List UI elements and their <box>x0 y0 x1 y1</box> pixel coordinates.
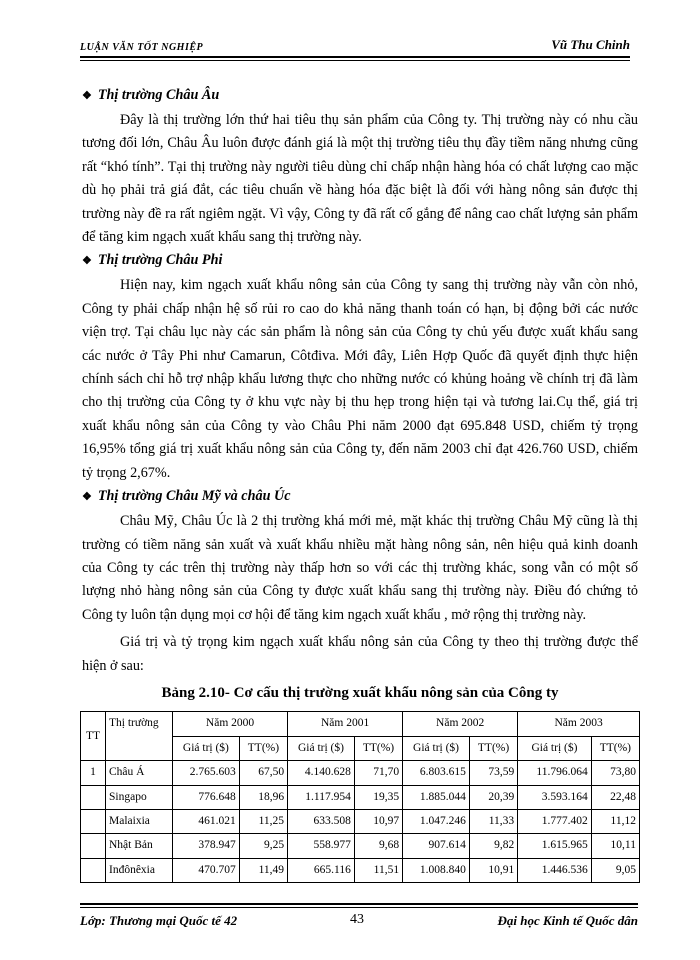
table-row <box>81 809 640 833</box>
value-cell: 1.117.954 <box>288 785 355 809</box>
sub-pct-header: TT(%) <box>469 736 517 760</box>
row-market-cell: Singapo <box>106 785 173 809</box>
pct-cell: 9,05 <box>591 858 639 882</box>
table-intro-paragraph: Giá trị và tỷ trọng kim ngạch xuất khẩu nông sản của Công ty theo thị trường được thể hiện ở sau: <box>82 634 638 674</box>
value-cell: 1.008.840 <box>403 858 470 882</box>
col-market-header: Thị trường <box>106 712 173 761</box>
pct-cell: 18,96 <box>239 785 287 809</box>
pct-cell: 20,39 <box>469 785 517 809</box>
pct-cell: 22,48 <box>591 785 639 809</box>
section-africa <box>82 249 638 485</box>
footer-university: Đại học Kinh tế Quốc dân <box>497 913 638 928</box>
sub-value-header: Giá trị ($) <box>518 736 592 760</box>
value-cell: 2.765.603 <box>173 761 240 785</box>
value-cell: 1.885.044 <box>403 785 470 809</box>
section-heading: ❖ Thị trường Châu Âu <box>82 87 220 103</box>
pct-cell: 67,50 <box>239 761 287 785</box>
col-tt-header: TT <box>81 712 106 761</box>
section-paragraph: Hiện nay, kim ngạch xuất khẩu nông sản của Công ty sang thị trường này vẫn còn nhỏ, Công ty phải chấp nhận hệ số rủi ro cao do khả năng thanh toán có hạn, bị động bởi các nước viện trợ. Tại châu lục này các sản phẩm là nông sản của Công ty chủ yếu được xuất khẩu sang các nước ở Tây Phi như Camarun, Côtđiva. Mới đây, Liên Hợp Quốc đã quyết định thực hiện chính sách chỉ hỗ trợ nhập khẩu lương thực cho những nước có khủng hoảng về chính trị đã làm cho thị trường của Công ty ở khu vực này bị thu hẹp trong hiện tại và tương lai.Cụ thể, giá trị xuất khẩu nông sản của Công ty vào Châu Phi năm 2000 đạt 695.848 USD, chiếm tỷ trọng 16,95% tổng giá trị xuất khẩu nông sản của Công ty, đến năm 2003 chỉ đạt 426.760 USD, chiếm tỷ trọng 2,67%. <box>82 277 638 481</box>
pct-cell: 11,49 <box>239 858 287 882</box>
pct-cell: 73,59 <box>469 761 517 785</box>
pct-cell: 11,25 <box>239 809 287 833</box>
sub-value-header: Giá trị ($) <box>173 736 240 760</box>
row-tt-cell: 1 <box>81 761 106 785</box>
section-paragraph: Châu Mỹ, Châu Úc là 2 thị trường khá mới mẻ, mặt khác thị trường Châu Mỹ cũng là thị trường có tiềm năng sản xuất và xuất khẩu nhiều mặt hàng nông sản, nên hiệu quả kinh doanh của Công ty các trên thị trường này thấp hơn so với các thị trường khác, song vẫn có một số lượng nhỏ hàng nông sản của Công ty được xuất khẩu sang thị trường này. Điều đó chứng tỏ Công ty luôn tận dụng mọi cơ hội để tăng kim ngạch xuất khẩu , mở rộng thị trường này. <box>82 513 638 623</box>
pct-cell: 11,12 <box>591 809 639 833</box>
table-caption: Bảng 2.10- Cơ cấu thị trường xuất khẩu nông sản của Công ty <box>161 684 559 701</box>
section-heading: ❖ Thị trường Châu Phi <box>82 252 223 269</box>
row-market-cell: Châu Á <box>106 761 173 785</box>
value-cell: 1.615.965 <box>518 834 592 858</box>
pct-cell: 71,70 <box>354 761 402 785</box>
year-header: Năm 2003 <box>518 712 640 736</box>
pct-cell: 73,80 <box>591 761 639 785</box>
pct-cell: 9,82 <box>469 834 517 858</box>
section-europe <box>82 84 638 249</box>
value-cell: 6.803.615 <box>403 761 470 785</box>
diamond-bullet-icon: ❖ <box>82 255 92 268</box>
value-cell: 1.446.536 <box>518 858 592 882</box>
pct-cell: 10,11 <box>591 834 639 858</box>
value-cell: 470.707 <box>173 858 240 882</box>
sub-pct-header: TT(%) <box>354 736 402 760</box>
pct-cell: 9,68 <box>354 834 402 858</box>
value-cell: 776.648 <box>173 785 240 809</box>
pct-cell: 10,97 <box>354 809 402 833</box>
page-header <box>80 34 630 58</box>
page-body <box>82 84 638 883</box>
value-cell: 633.508 <box>288 809 355 833</box>
row-market-cell: Nhật Bản <box>106 834 173 858</box>
row-market-cell: Inđônêxia <box>106 858 173 882</box>
row-tt-cell <box>81 834 106 858</box>
section-america-australia <box>82 485 638 627</box>
sub-pct-header: TT(%) <box>591 736 639 760</box>
value-cell: 461.021 <box>173 809 240 833</box>
row-market-cell: Malaixia <box>106 809 173 833</box>
row-tt-cell <box>81 785 106 809</box>
table-row <box>81 761 640 785</box>
page-footer <box>80 903 638 935</box>
pct-cell: 10,91 <box>469 858 517 882</box>
section-heading: ❖ Thị trường Châu Mỹ và châu Úc <box>82 488 291 505</box>
table-row <box>81 785 640 809</box>
value-cell: 378.947 <box>173 834 240 858</box>
value-cell: 1.777.402 <box>518 809 592 833</box>
diamond-bullet-icon: ❖ <box>82 491 92 504</box>
value-cell: 11.796.064 <box>518 761 592 785</box>
table-row <box>81 834 640 858</box>
value-cell: 1.047.246 <box>403 809 470 833</box>
pct-cell: 9,25 <box>239 834 287 858</box>
market-structure-table <box>80 711 640 883</box>
footer-class: Lớp: Thương mại Quốc tế 42 <box>80 913 238 928</box>
pct-cell: 11,51 <box>354 858 402 882</box>
table-row <box>81 858 640 882</box>
sub-value-header: Giá trị ($) <box>288 736 355 760</box>
value-cell: 4.140.628 <box>288 761 355 785</box>
value-cell: 665.116 <box>288 858 355 882</box>
header-thesis-label: LUẬN VĂN TỐT NGHIỆP <box>80 42 204 53</box>
row-tt-cell <box>81 809 106 833</box>
sub-pct-header: TT(%) <box>239 736 287 760</box>
table-header-row <box>81 712 640 736</box>
sub-value-header: Giá trị ($) <box>403 736 470 760</box>
value-cell: 3.593.164 <box>518 785 592 809</box>
year-header: Năm 2002 <box>403 712 518 736</box>
page-number: 43 <box>350 912 364 927</box>
value-cell: 558.977 <box>288 834 355 858</box>
year-header: Năm 2001 <box>288 712 403 736</box>
pct-cell: 11,33 <box>469 809 517 833</box>
value-cell: 907.614 <box>403 834 470 858</box>
year-header: Năm 2000 <box>173 712 288 736</box>
pct-cell: 19,35 <box>354 785 402 809</box>
diamond-bullet-icon: ❖ <box>82 90 92 102</box>
section-paragraph: Đây là thị trường lớn thứ hai tiêu thụ sản phẩm của Công ty. Thị trường này có nhu cầu tương đối lớn, Châu Âu luôn được đánh giá là một thị trường tiêu thụ đầy tiềm năng nhưng cũng rất “khó tính”. Tại thị trường này người tiêu dùng chỉ chấp nhận hàng hóa có chất lượng cao mặc dù họ phải trả giá đắt, các tiêu chuẩn về hàng hóa đặc biệt là đối với hàng nông sản được thị trường này đề ra rất ngiêm ngặt. Vì vậy, Công ty đã rất cố gắng để nâng cao chất lượng sản phẩm để tăng kim ngạch xuất khẩu sang thị trường này. <box>82 112 638 246</box>
header-author: Vũ Thu Chinh <box>551 37 630 52</box>
row-tt-cell <box>81 858 106 882</box>
